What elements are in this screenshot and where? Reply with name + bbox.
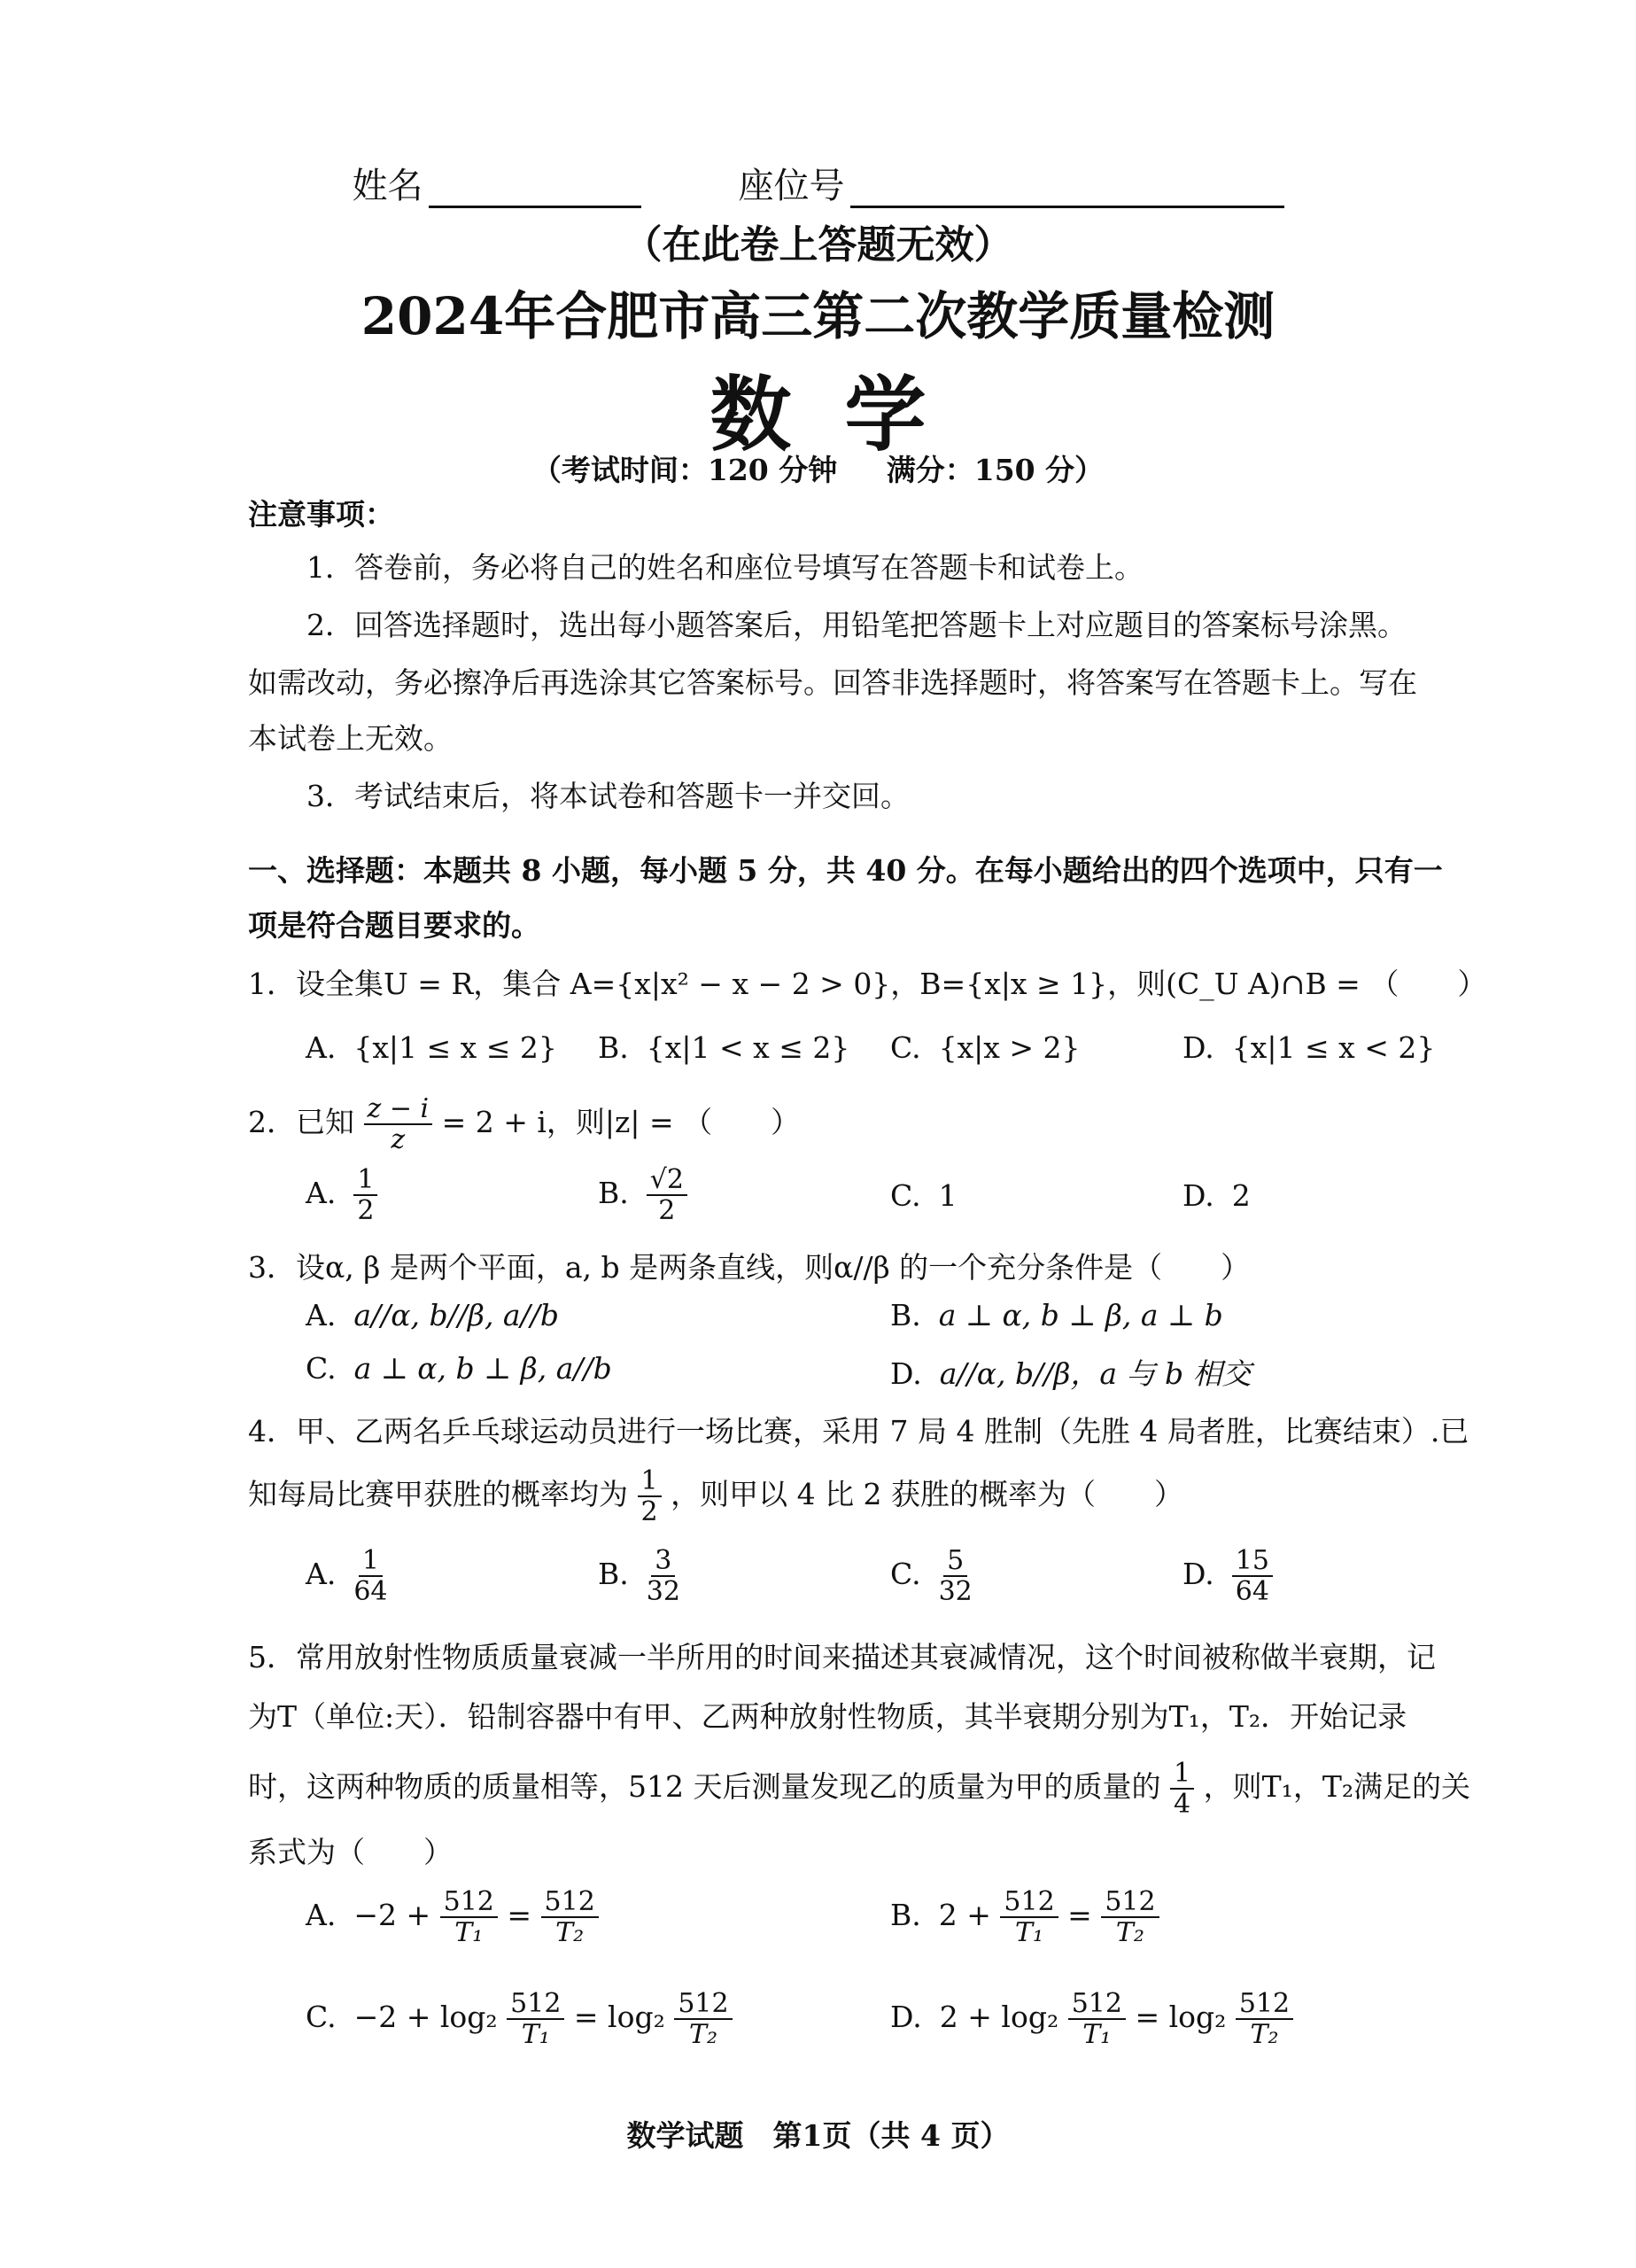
section-1-line2: 项是符合题目要求的。 (248, 908, 540, 943)
note-1: 1．答卷前，务必将自己的姓名和座位号填写在答题卡和试卷上。 (306, 550, 1144, 585)
q5-line3: 时，这两种物质的质量相等，512 天后测量发现乙的质量为甲的质量的 $\frac{1}{4}$ ，则T₁，T₂满足的关 (248, 1758, 1471, 1820)
notes-title: 注意事项： (248, 497, 394, 532)
q4-options (306, 1546, 1475, 1606)
q2-stem: 2．已知 $\frac{z - i}{z}$ = 2 + i，则|z| = （ ） (248, 1093, 801, 1155)
exam-info (0, 447, 1636, 489)
exam-time: （考试时间：120 分钟 (531, 453, 838, 487)
q4-line2: 知每局比赛甲获胜的概率均为 $\frac{1}{2}$ ，则甲以 4 比 2 获胜的概率为（ ） (248, 1465, 1184, 1527)
q1-stem: 1．设全集U = R，集合 A={x|x² − x − 2 > 0}，B={x|x ≥ 1}，则(C_U A)∩B = （ ） (248, 967, 1487, 1001)
note-3: 3．考试结束后，将本试卷和答题卡一并交回。 (306, 779, 910, 813)
q4-option-a[interactable]: A. $\frac{1}{64}$ (306, 1545, 388, 1607)
q5-option-b[interactable]: B. 2 + $\frac{512}{\text{T₁}}$ = $\frac{512}{\text{T₂}}$ (890, 1887, 1475, 1947)
q4-option-b[interactable]: B. $\frac{3}{32}$ (598, 1545, 680, 1607)
page-footer: 数学试题 第1页（共 4 页） (626, 2118, 1010, 2153)
q1-option-d[interactable]: D. {x|1 ≤ x < 2} (1182, 1030, 1436, 1065)
name-blank[interactable] (429, 174, 641, 208)
q2-option-c[interactable]: C. 1 (890, 1177, 958, 1213)
q5-options-row2 (306, 1989, 1475, 2049)
q2-fraction: $\frac{z - i}{z}$ (364, 1094, 433, 1154)
exam-score: 满分：150 分） (886, 453, 1105, 487)
subject-title: 数学 (709, 367, 980, 462)
header-fields (0, 158, 1636, 208)
q3-option-d[interactable]: D. a//α, b//β，a 与 b 相交 (890, 1356, 1252, 1391)
q5-option-c[interactable]: C. −2 + log₂ $\frac{512}{\text{T₁}}$ = log₂ $\frac{512}{\text{T₂}}$ (306, 1989, 890, 2049)
q3-option-c[interactable]: C. a ⊥ α, b ⊥ β, a//b (306, 1351, 612, 1386)
note-2c: 本试卷上无效。 (248, 721, 453, 756)
seat-blank[interactable] (850, 174, 1284, 208)
q2-option-a[interactable]: A. $\frac{1}{2}$ (306, 1165, 598, 1225)
q1-option-b[interactable]: B. {x|1 < x ≤ 2} (598, 1030, 850, 1065)
q4-option-c[interactable]: C. $\frac{5}{32}$ (890, 1545, 973, 1607)
name-field (353, 158, 641, 208)
q5-options-row1 (306, 1887, 1475, 1947)
invalid-answer-notice: （在此卷上答题无效） (623, 222, 1013, 268)
q3-options-row1 (306, 1298, 1475, 1332)
exam-title: 2024年合肥市高三第二次教学质量检测 (361, 286, 1275, 346)
q4-fraction: $\frac{1}{2}$ (638, 1466, 662, 1526)
seat-label: 座位号 (738, 166, 845, 206)
q4-option-d[interactable]: D. $\frac{15}{64}$ (1182, 1546, 1475, 1606)
q1-option-c[interactable]: C. {x|x > 2} (890, 1030, 1081, 1065)
q1-options (306, 1030, 1475, 1065)
q5-fraction: $\frac{1}{4}$ (1170, 1759, 1194, 1819)
q2-option-b[interactable]: B. $\frac{√2}{2}$ (598, 1165, 890, 1225)
q1-option-a[interactable]: A. {x|1 ≤ x ≤ 2} (306, 1030, 557, 1065)
q3-option-a[interactable]: A. a//α, b//β, a//b (306, 1298, 559, 1332)
q2-option-d[interactable]: D. 2 (1182, 1177, 1251, 1213)
q4-line1: 4．甲、乙两名乒乓球运动员进行一场比赛，采用 7 局 4 胜制（先胜 4 局者胜，比赛结束）.已 (248, 1414, 1469, 1449)
q2-options (306, 1165, 1475, 1225)
seat-field (739, 158, 1284, 208)
q3-stem: 3．设α, β 是两个平面，a, b 是两条直线，则α//β 的一个充分条件是（ ） (248, 1250, 1251, 1285)
note-2a: 2．回答选择题时，选出每小题答案后，用铅笔把答题卡上对应题目的答案标号涂黑。 (306, 608, 1407, 642)
q5-line2: 为T（单位:天）．铅制容器中有甲、乙两种放射性物质，其半衰期分别为T₁，T₂．开始记录 (248, 1699, 1407, 1734)
q3-option-b[interactable]: B. a ⊥ α, b ⊥ β, a ⊥ b (890, 1298, 1223, 1332)
q5-option-d[interactable]: D. 2 + log₂ $\frac{512}{\text{T₁}}$ = log₂ $\frac{512}{\text{T₂}}$ (890, 1989, 1475, 2049)
q5-option-a[interactable]: A. −2 + $\frac{512}{\text{T₁}}$ = $\frac{512}{\text{T₂}}$ (306, 1887, 890, 1947)
name-label: 姓名 (352, 166, 423, 206)
q3-options-row2 (306, 1351, 1475, 1393)
section-1-line1: 一、选择题：本题共 8 小题，每小题 5 分，共 40 分。在每小题给出的四个选项中，只有一 (248, 853, 1443, 888)
q5-line1: 5．常用放射性物质质量衰减一半所用的时间来描述其衰减情况，这个时间被称做半衰期，记 (248, 1640, 1436, 1674)
note-2b: 如需改动，务必擦净后再选涂其它答案标号。回答非选择题时，将答案写在答题卡上。写在 (248, 665, 1417, 700)
q5-line4: 系式为（ ） (248, 1835, 453, 1869)
section-1-title (248, 843, 1506, 953)
